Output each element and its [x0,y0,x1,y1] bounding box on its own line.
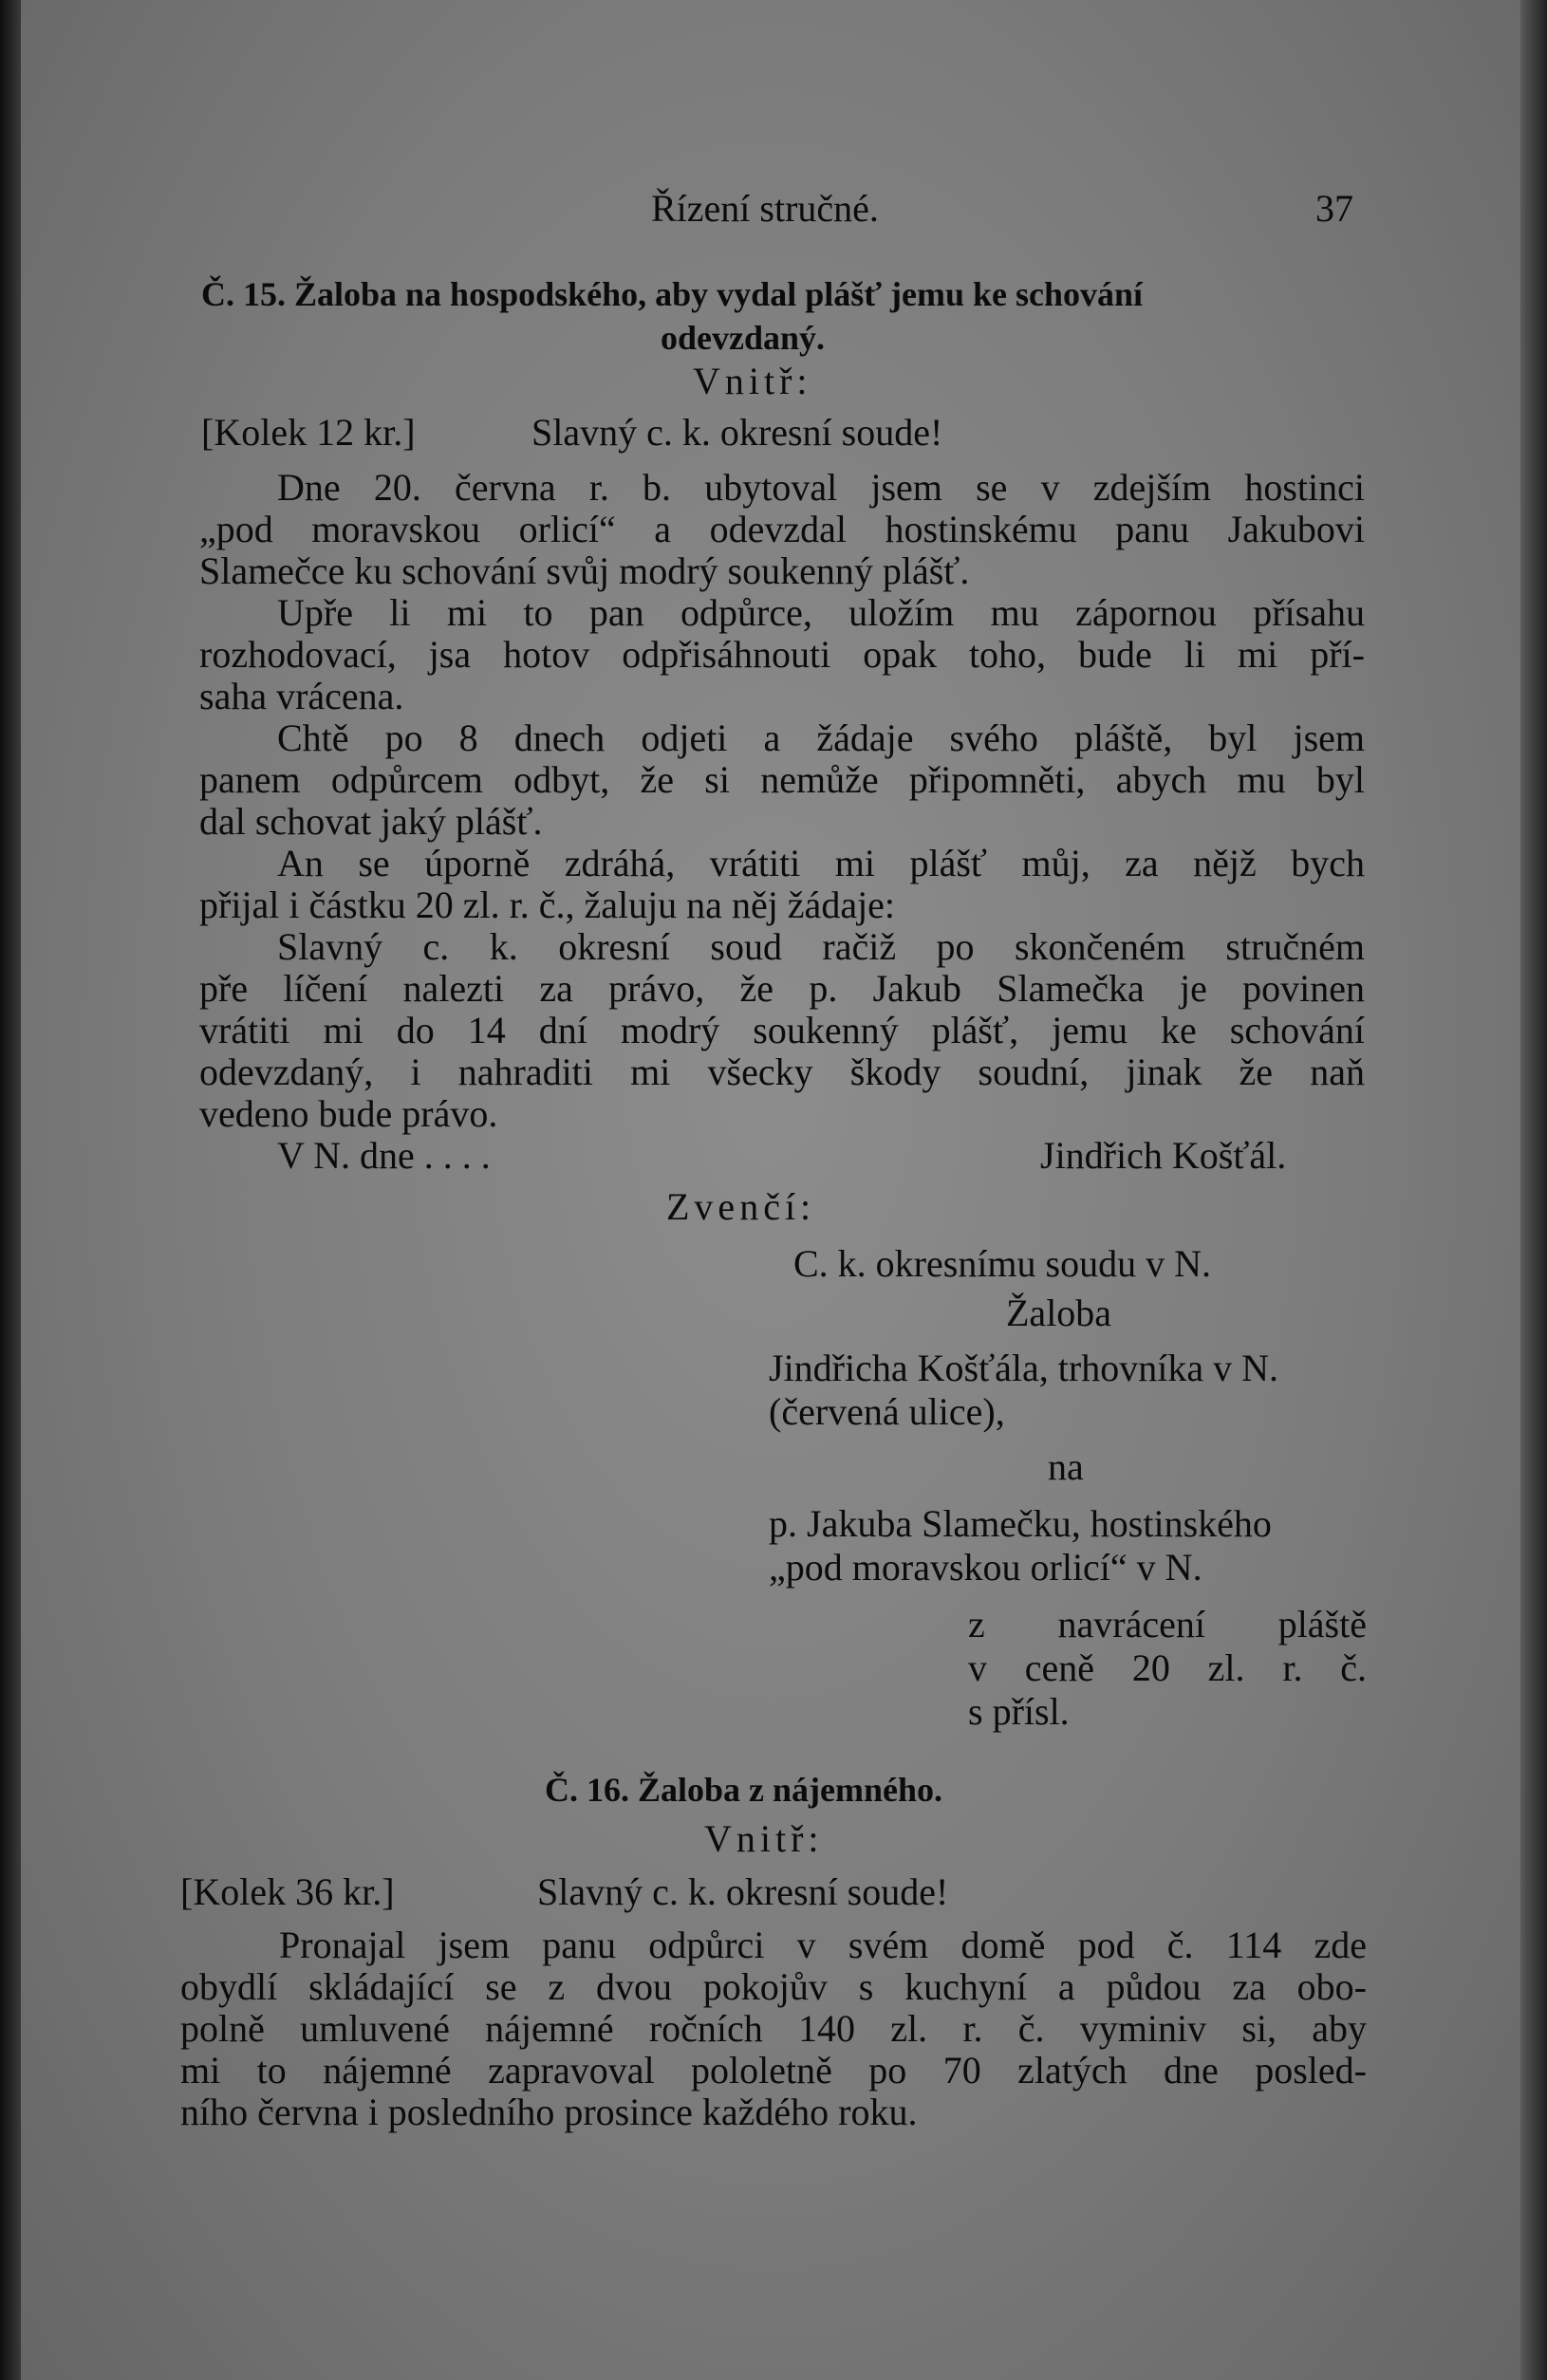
running-title: Řízení stručné. [651,187,879,230]
form15-heading-line1: Č. 15. Žaloba na hospodského, aby vydal plášť jemu ke schování [201,275,1144,313]
form15-body-line: dal schovat jaký plášť. [199,800,543,843]
form15-subject-line3: s přísl. [968,1690,1070,1733]
form16-body-line: polně umluvené nájemné ročních 140 zl. r. č. vyminiv si, aby [180,2007,1367,2050]
form16-body-line: obydlí skládající se z dvou pokojův s kuchyní a půdou za obo- [180,1965,1367,2008]
form15-body-line: Dne 20. června r. b. ubytoval jsem se v zdejším hostinci [277,466,1365,509]
form15-body-line: Chtě po 8 dnech odjeti a žádaje svého pláště, byl jsem [277,716,1365,759]
form15-defendant-line2: „pod moravskou orlicí“ v N. [769,1546,1202,1589]
page-edge-left [0,0,21,2380]
form16-heading: Č. 16. Žaloba z nájemného. [545,1771,943,1809]
form15-body-line: přijal i částku 20 zl. r. č., žaluju na něj žádaje: [199,883,896,926]
form15-place-date: V N. dne . . . . [277,1134,491,1177]
form15-body-line: Upře li mi to pan odpůrce, uložím mu zápornou přísahu [277,591,1365,634]
form15-against: na [1048,1445,1084,1488]
form15-subject-line2: v ceně 20 zl. r. č. [968,1646,1367,1689]
form15-plaintiff-line1: Jindřicha Košťála, trhovníka v N. [769,1347,1278,1389]
form16-body-line: ního června i posledního prosince každého roku. [180,2091,918,2133]
form15-body-line: odevzdaný, i nahraditi mi všecky škody soudní, jinak že naň [199,1051,1365,1093]
form15-defendant-line1: p. Jakuba Slamečku, hostinského [769,1502,1272,1545]
form15-body-line: vedeno bude právo. [199,1092,498,1135]
form15-body-line: pře líčení nalezti za právo, že p. Jakub Slamečka je povinen [199,967,1365,1010]
form16-salutation: Slavný c. k. okresní soude! [537,1870,949,1913]
form15-address: C. k. okresnímu soudu v N. [793,1242,1211,1285]
page-number: 37 [1315,187,1353,230]
form15-stamp: [Kolek 12 kr.] [201,411,416,454]
form16-inner-label: Vnitř: [704,1817,824,1860]
form15-body-line: panem odpůrcem odbyt, že si nemůže připomněti, abych mu byl [199,758,1365,801]
form15-salutation: Slavný c. k. okresní soude! [531,411,943,454]
form15-body-line: An se úporně zdráhá, vrátiti mi plášť můj, za nějž bych [277,842,1365,884]
form15-outer-label: Zvenčí: [666,1185,816,1228]
form15-signature: Jindřich Košťál. [1040,1134,1287,1177]
form16-stamp: [Kolek 36 kr.] [180,1870,395,1913]
form15-heading-line2: odevzdaný. [661,319,826,357]
form15-body-line: rozhodovací, jsa hotov odpřisáhnouti opak toho, bude li mi pří- [199,633,1365,676]
form15-body-line: Slamečce ku schování svůj modrý soukenný plášť. [199,549,970,592]
form16-body-line: mi to nájemné zapravoval pololetně po 70 zlatých dne posled- [180,2049,1367,2092]
form15-subject-line1: z navrácení pláště [968,1603,1367,1646]
form15-body-line: „pod moravskou orlicí“ a odevzdal hostinskému panu Jakubovi [199,508,1365,550]
form15-inner-label: Vnitř: [693,360,812,402]
form15-body-line: saha vrácena. [199,675,404,717]
form15-plaintiff-line2: (červená ulice), [769,1390,1005,1433]
form15-title: Žaloba [1006,1292,1112,1334]
page-edge-right [1520,0,1547,2380]
form15-body-line: vrátiti mi do 14 dní modrý soukenný plášť, jemu ke schování [199,1009,1365,1051]
form15-body-line: Slavný c. k. okresní soud račiž po skončeném stručném [277,925,1365,968]
form16-body-line: Pronajal jsem panu odpůrci v svém domě pod č. 114 zde [279,1924,1367,1966]
